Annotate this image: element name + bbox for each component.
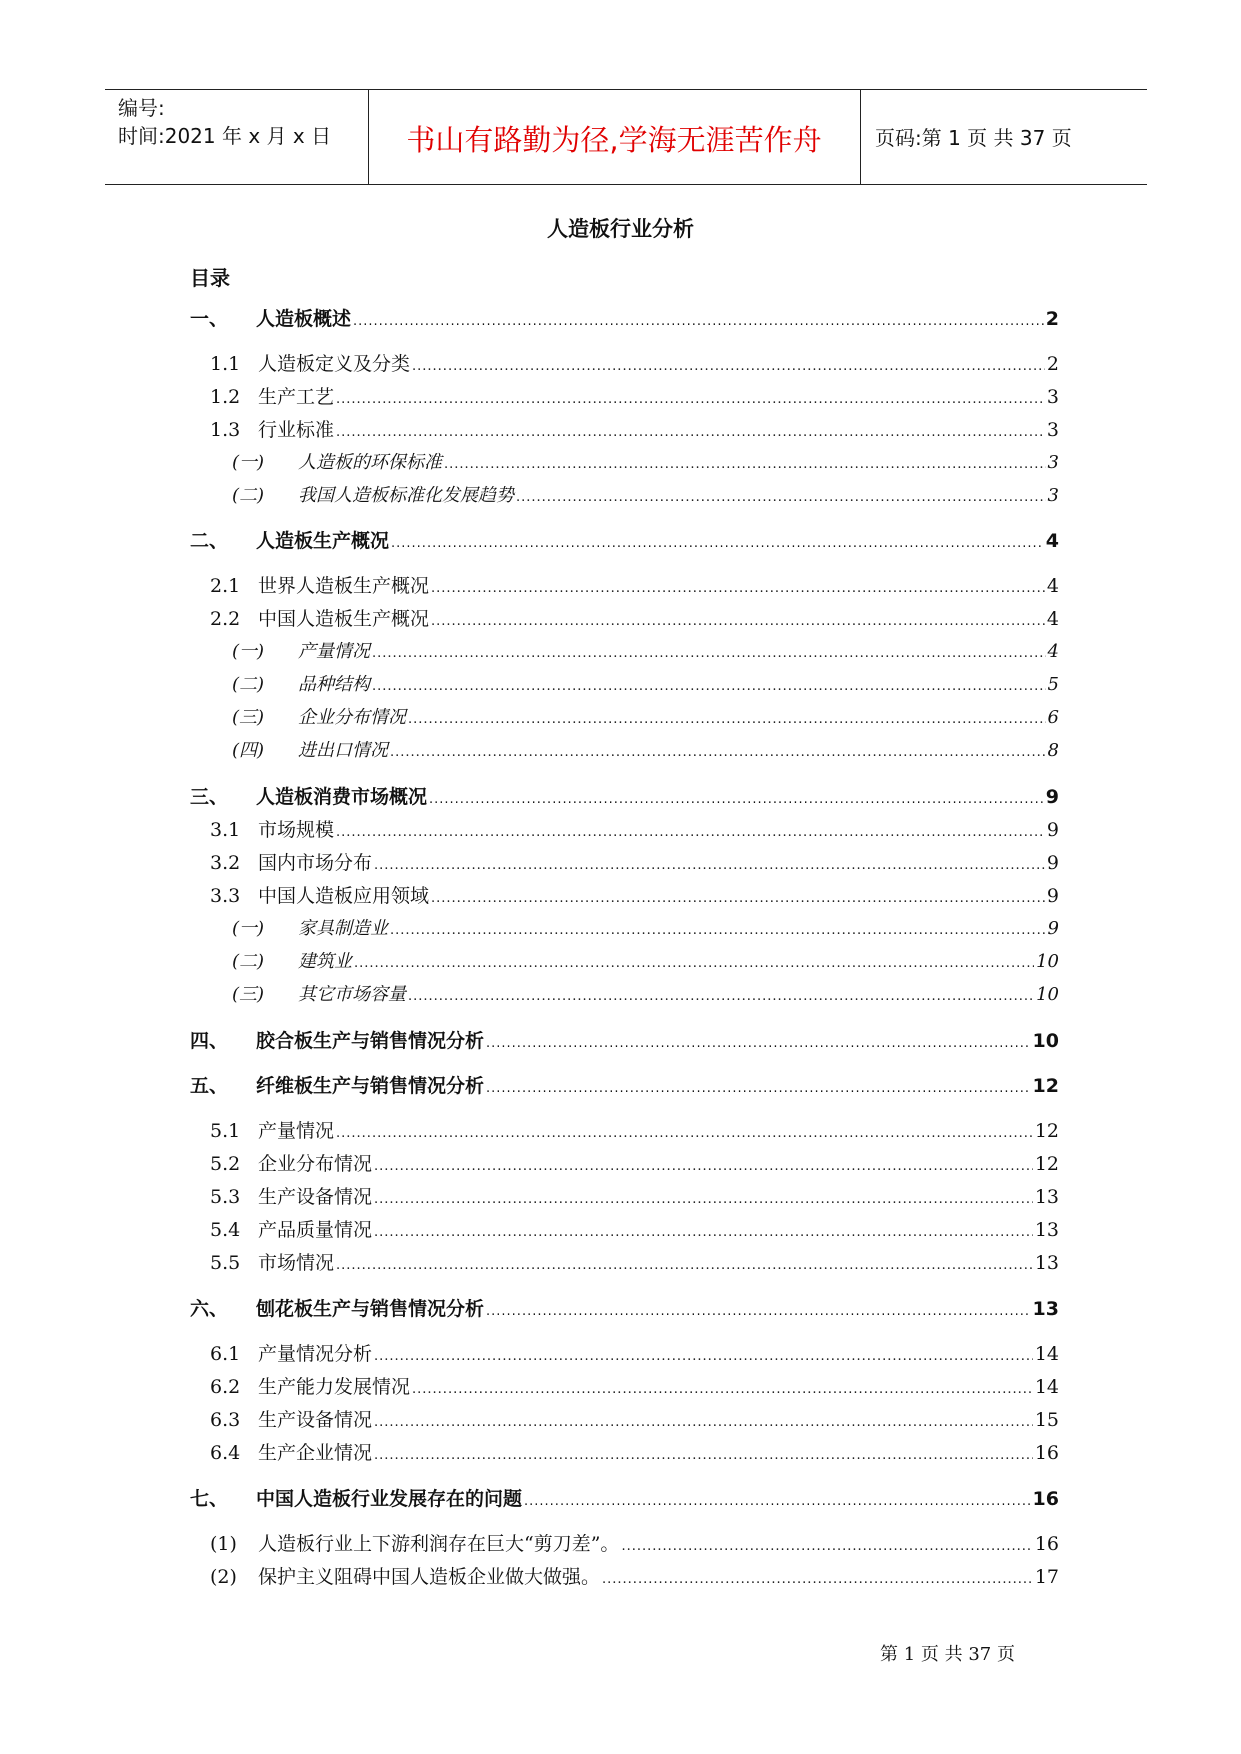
toc-dot-leader bbox=[391, 528, 1044, 554]
toc-dot-leader bbox=[374, 1341, 1033, 1367]
toc-entry-number: 3.3 bbox=[210, 885, 241, 907]
toc-entry-number: (2) bbox=[210, 1566, 237, 1588]
toc-entry-page: 16 bbox=[1034, 1533, 1059, 1555]
toc-entry-title: 产量情况 bbox=[298, 641, 370, 662]
toc-entry-page: 12 bbox=[1034, 1153, 1059, 1175]
toc-entry-number: 1.3 bbox=[210, 419, 241, 441]
toc-entry[interactable] bbox=[210, 1531, 1059, 1557]
header-page-label: 页码:第 1 页 共 37 页 bbox=[875, 126, 1072, 150]
toc-dot-leader bbox=[353, 306, 1044, 332]
toc-entry-title: 中国人造板行业发展存在的问题 bbox=[256, 1488, 523, 1510]
toc-dot-leader bbox=[516, 483, 1046, 509]
toc-entry-title: 我国人造板标准化发展趋势 bbox=[298, 485, 514, 506]
page-header bbox=[105, 89, 1147, 185]
toc-entry-page: 8 bbox=[1047, 740, 1059, 761]
toc-entry-page: 3 bbox=[1047, 452, 1059, 473]
toc-entry-page: 10 bbox=[1036, 984, 1059, 1005]
header-date: 时间:2021 年 x 月 x 日 bbox=[118, 124, 332, 148]
toc-dot-leader bbox=[408, 982, 1034, 1008]
toc-dot-leader bbox=[408, 705, 1046, 731]
toc-dot-leader bbox=[431, 883, 1045, 909]
toc-entry-number: 四、 bbox=[190, 1030, 229, 1052]
toc-entry[interactable] bbox=[232, 982, 1059, 1008]
toc-entry-title: 生产企业情况 bbox=[258, 1442, 373, 1464]
toc-entry-title: 人造板概述 bbox=[256, 308, 352, 330]
toc-entry[interactable] bbox=[210, 351, 1059, 377]
toc-entry-number: (一) bbox=[232, 641, 265, 662]
toc-entry-page: 10 bbox=[1032, 1030, 1059, 1052]
toc-entry-title: 人造板定义及分类 bbox=[258, 353, 411, 375]
toc-dot-leader bbox=[374, 1217, 1033, 1243]
toc-entry-number: (四) bbox=[232, 740, 265, 761]
toc-entry-number: (1) bbox=[210, 1533, 237, 1555]
toc-entry-title: 纤维板生产与销售情况分析 bbox=[256, 1075, 485, 1097]
toc-entry[interactable] bbox=[232, 738, 1059, 764]
toc-entry[interactable] bbox=[210, 883, 1059, 909]
toc-entry-page: 13 bbox=[1034, 1252, 1059, 1274]
toc-entry[interactable] bbox=[210, 1440, 1059, 1466]
toc-dot-leader bbox=[602, 1564, 1033, 1590]
toc-entry[interactable] bbox=[210, 817, 1059, 843]
toc-dot-leader bbox=[374, 1440, 1033, 1466]
toc-entry-title: 产量情况 bbox=[258, 1120, 335, 1142]
toc-entry[interactable] bbox=[190, 1073, 1059, 1099]
toc-entry-number: (一) bbox=[232, 918, 265, 939]
toc-entry-title: 中国人造板生产概况 bbox=[258, 608, 430, 630]
toc-entry[interactable] bbox=[232, 705, 1059, 731]
toc-entry-page: 9 bbox=[1046, 885, 1059, 907]
toc-entry[interactable] bbox=[210, 1184, 1059, 1210]
toc-dot-leader bbox=[412, 1374, 1033, 1400]
toc-entry-page: 12 bbox=[1034, 1120, 1059, 1142]
toc-entry[interactable] bbox=[190, 528, 1059, 554]
toc-entry-number: (三) bbox=[232, 984, 265, 1005]
toc-entry[interactable] bbox=[210, 1341, 1059, 1367]
toc-entry-number: 6.3 bbox=[210, 1409, 241, 1431]
toc-entry-page: 9 bbox=[1045, 786, 1059, 808]
toc-entry[interactable] bbox=[190, 784, 1059, 810]
toc-entry-page: 15 bbox=[1034, 1409, 1059, 1431]
toc-entry-number: 一、 bbox=[190, 308, 229, 330]
toc-entry-page: 17 bbox=[1034, 1566, 1059, 1588]
toc-dot-leader bbox=[336, 1250, 1033, 1276]
toc-entry-title: 企业分布情况 bbox=[258, 1153, 373, 1175]
toc-entry-page: 12 bbox=[1032, 1075, 1059, 1097]
toc-entry-page: 4 bbox=[1047, 641, 1059, 662]
toc-entry[interactable] bbox=[232, 949, 1059, 975]
toc-entry-title: 世界人造板生产概况 bbox=[258, 575, 430, 597]
toc-dot-leader bbox=[372, 639, 1046, 665]
toc-entry-page: 4 bbox=[1046, 575, 1059, 597]
page-footer: 第 1 页 共 37 页 bbox=[880, 1644, 1015, 1665]
toc-entry[interactable] bbox=[210, 606, 1059, 632]
toc-dot-leader bbox=[374, 1184, 1033, 1210]
toc-entry-title: 市场情况 bbox=[258, 1252, 335, 1274]
toc-entry-title: 市场规模 bbox=[258, 819, 335, 841]
toc-dot-leader bbox=[336, 1118, 1033, 1144]
toc-entry[interactable] bbox=[190, 1296, 1059, 1322]
toc-entry-title: 行业标准 bbox=[258, 419, 335, 441]
toc-entry-number: 1.2 bbox=[210, 386, 241, 408]
toc-entry-title: 建筑业 bbox=[298, 951, 352, 972]
toc-entry-number: (三) bbox=[232, 707, 265, 728]
header-number-label: 编号: bbox=[118, 96, 165, 120]
toc-entry-page: 3 bbox=[1047, 485, 1059, 506]
toc-dot-leader bbox=[374, 850, 1045, 876]
toc-dot-leader bbox=[336, 817, 1045, 843]
toc-entry-title: 中国人造板应用领域 bbox=[258, 885, 430, 907]
toc-dot-leader bbox=[486, 1028, 1031, 1054]
toc-entry-page: 14 bbox=[1034, 1376, 1059, 1398]
toc-dot-leader bbox=[429, 784, 1044, 810]
toc-dot-leader bbox=[354, 949, 1034, 975]
toc-dot-leader bbox=[431, 573, 1045, 599]
toc-entry-number: 5.2 bbox=[210, 1153, 241, 1175]
toc-entry-title: 国内市场分布 bbox=[258, 852, 373, 874]
toc-entry-page: 4 bbox=[1046, 608, 1059, 630]
toc-dot-leader bbox=[390, 916, 1046, 942]
toc-entry-number: (一) bbox=[232, 452, 265, 473]
toc-entry-page: 16 bbox=[1032, 1488, 1059, 1510]
toc-dot-leader bbox=[372, 672, 1046, 698]
toc-entry-number: 6.1 bbox=[210, 1343, 241, 1365]
toc-dot-leader bbox=[431, 606, 1045, 632]
toc-dot-leader bbox=[390, 738, 1046, 764]
toc-entry[interactable] bbox=[232, 916, 1059, 942]
toc-dot-leader bbox=[486, 1073, 1031, 1099]
toc-entry-number: 二、 bbox=[190, 530, 229, 552]
toc-dot-leader bbox=[486, 1296, 1031, 1322]
toc-entry-title: 产量情况分析 bbox=[258, 1343, 373, 1365]
toc-dot-leader bbox=[374, 1151, 1033, 1177]
toc-entry-page: 2 bbox=[1046, 353, 1059, 375]
toc-entry-title: 品种结构 bbox=[298, 674, 370, 695]
toc-entry[interactable] bbox=[190, 306, 1059, 332]
toc-entry[interactable] bbox=[232, 450, 1059, 476]
toc-entry-title: 生产设备情况 bbox=[258, 1409, 373, 1431]
toc-dot-leader bbox=[412, 351, 1045, 377]
toc-entry[interactable] bbox=[210, 1374, 1059, 1400]
toc-entry-number: (二) bbox=[232, 951, 265, 972]
toc-entry[interactable] bbox=[210, 573, 1059, 599]
toc-entry[interactable] bbox=[232, 483, 1059, 509]
toc-entry-title: 胶合板生产与销售情况分析 bbox=[256, 1030, 485, 1052]
toc-entry-page: 2 bbox=[1045, 308, 1059, 330]
toc-entry-number: 5.1 bbox=[210, 1120, 241, 1142]
toc-dot-leader bbox=[336, 384, 1045, 410]
header-divider bbox=[860, 90, 861, 184]
toc-entry[interactable] bbox=[210, 850, 1059, 876]
toc-entry-page: 14 bbox=[1034, 1343, 1059, 1365]
toc-entry-page: 13 bbox=[1032, 1298, 1059, 1320]
toc-entry[interactable] bbox=[210, 1217, 1059, 1243]
toc-entry-title: 进出口情况 bbox=[298, 740, 388, 761]
header-meta bbox=[118, 94, 331, 150]
toc-entry-number: 2.2 bbox=[210, 608, 241, 630]
toc-entry-title: 人造板生产概况 bbox=[256, 530, 390, 552]
toc-entry-number: 5.3 bbox=[210, 1186, 241, 1208]
toc-entry-number: 5.4 bbox=[210, 1219, 241, 1241]
toc-entry-number: 5.5 bbox=[210, 1252, 241, 1274]
toc-entry-title: 刨花板生产与销售情况分析 bbox=[256, 1298, 485, 1320]
toc-entry-title: 产品质量情况 bbox=[258, 1219, 373, 1241]
toc-entry-page: 6 bbox=[1047, 707, 1059, 728]
toc-entry[interactable] bbox=[210, 1564, 1059, 1590]
toc-dot-leader bbox=[336, 417, 1045, 443]
toc-entry-number: 2.1 bbox=[210, 575, 241, 597]
toc-entry[interactable] bbox=[210, 1407, 1059, 1433]
toc-entry-number: 七、 bbox=[190, 1488, 229, 1510]
toc-entry-number: 三、 bbox=[190, 786, 229, 808]
toc-entry[interactable] bbox=[190, 1486, 1059, 1512]
toc-entry[interactable] bbox=[210, 1118, 1059, 1144]
toc-entry[interactable] bbox=[232, 672, 1059, 698]
toc-entry[interactable] bbox=[210, 417, 1059, 443]
toc-entry-title: 人造板的环保标准 bbox=[298, 452, 442, 473]
toc-entry-page: 16 bbox=[1034, 1442, 1059, 1464]
toc-entry[interactable] bbox=[210, 1151, 1059, 1177]
toc-entry[interactable] bbox=[210, 1250, 1059, 1276]
toc-entry-number: 3.1 bbox=[210, 819, 241, 841]
toc-entry-number: (二) bbox=[232, 674, 265, 695]
toc-entry-title: 生产工艺 bbox=[258, 386, 335, 408]
toc-entry-page: 13 bbox=[1034, 1186, 1059, 1208]
toc-entry-page: 4 bbox=[1045, 530, 1059, 552]
toc-entry-number: 六、 bbox=[190, 1298, 229, 1320]
toc-entry-title: 其它市场容量 bbox=[298, 984, 406, 1005]
toc-entry[interactable] bbox=[232, 639, 1059, 665]
toc-entry-page: 10 bbox=[1036, 951, 1059, 972]
toc-entry-page: 9 bbox=[1046, 852, 1059, 874]
toc-dot-leader bbox=[621, 1531, 1032, 1557]
toc-entry[interactable] bbox=[190, 1028, 1059, 1054]
toc-entry-number: (二) bbox=[232, 485, 265, 506]
toc-entry-page: 3 bbox=[1046, 419, 1059, 441]
toc-entry-page: 13 bbox=[1034, 1219, 1059, 1241]
toc-entry-title: 生产能力发展情况 bbox=[258, 1376, 411, 1398]
toc-entry-number: 1.1 bbox=[210, 353, 241, 375]
toc-entry-title: 人造板行业上下游利润存在巨大“剪刀差”。 bbox=[258, 1533, 620, 1555]
toc-entry-page: 9 bbox=[1047, 918, 1059, 939]
toc-entry-number: 6.2 bbox=[210, 1376, 241, 1398]
toc-dot-leader bbox=[374, 1407, 1033, 1433]
header-motto: 书山有路勤为径,学海无涯苦作舟 bbox=[406, 123, 822, 157]
toc-entry-number: 3.2 bbox=[210, 852, 241, 874]
toc-entry-page: 3 bbox=[1046, 386, 1059, 408]
toc-entry-page: 5 bbox=[1047, 674, 1059, 695]
toc-entry-number: 五、 bbox=[190, 1075, 229, 1097]
toc-entry-number: 6.4 bbox=[210, 1442, 241, 1464]
toc-entry-title: 生产设备情况 bbox=[258, 1186, 373, 1208]
toc-entry[interactable] bbox=[210, 384, 1059, 410]
toc-heading: 目录 bbox=[190, 266, 230, 290]
toc-entry-page: 9 bbox=[1046, 819, 1059, 841]
toc-entry-title: 保护主义阻碍中国人造板企业做大做强。 bbox=[258, 1566, 601, 1588]
toc-dot-leader bbox=[524, 1486, 1031, 1512]
toc-entry-title: 企业分布情况 bbox=[298, 707, 406, 728]
toc-dot-leader bbox=[444, 450, 1046, 476]
toc-entry-title: 人造板消费市场概况 bbox=[256, 786, 428, 808]
toc-entry-title: 家具制造业 bbox=[298, 918, 388, 939]
document-title: 人造板行业分析 bbox=[547, 217, 694, 241]
